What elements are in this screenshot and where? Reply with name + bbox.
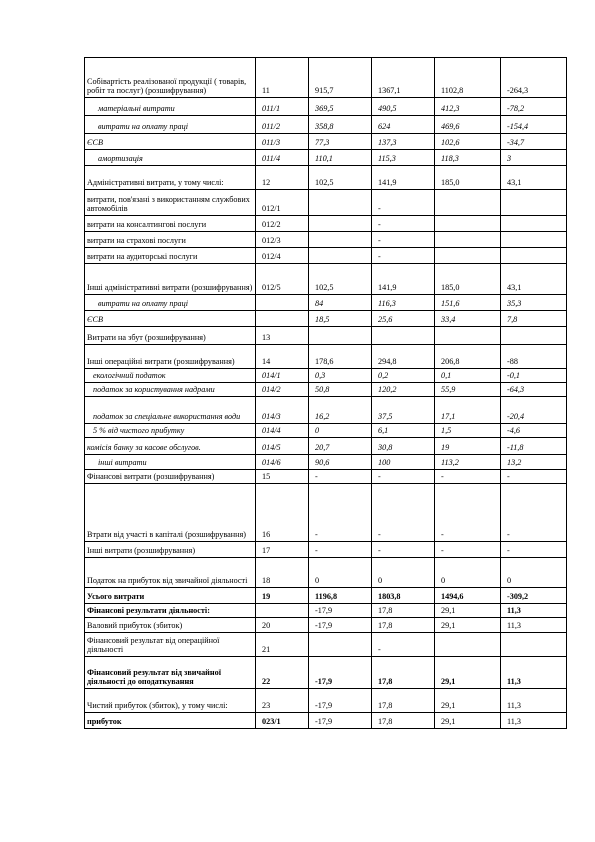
value-cell: 490,5 (372, 98, 435, 116)
financial-table-body (85, 58, 567, 729)
row-label: Інші адміністративні витрати (розшифрування) (85, 264, 256, 295)
value-cell: - (435, 470, 501, 484)
row-label: ЄСВ (85, 134, 256, 150)
table-row (85, 713, 567, 729)
value-cell: 11,3 (501, 713, 567, 729)
value-cell: 1803,8 (372, 588, 435, 604)
value-cell: - (372, 248, 435, 264)
table-row (85, 216, 567, 232)
row-label: прибуток (85, 713, 256, 729)
value-cell: 17,8 (372, 713, 435, 729)
value-cell: 43,1 (501, 166, 567, 190)
value-cell: 33,4 (435, 311, 501, 327)
table-row (85, 618, 567, 633)
value-cell (435, 633, 501, 657)
row-code: 011/2 (256, 116, 309, 134)
value-cell: 412,3 (435, 98, 501, 116)
value-cell (435, 248, 501, 264)
table-row (85, 455, 567, 470)
value-cell: 116,3 (372, 295, 435, 311)
value-cell: 17,8 (372, 618, 435, 633)
value-cell: -88 (501, 345, 567, 369)
value-cell: -17,9 (309, 657, 372, 689)
row-code: 012/5 (256, 264, 309, 295)
value-cell: 206,8 (435, 345, 501, 369)
table-row (85, 369, 567, 383)
value-cell: -17,9 (309, 713, 372, 729)
row-code: 19 (256, 588, 309, 604)
table-row (85, 190, 567, 216)
table-row (85, 588, 567, 604)
value-cell: 915,7 (309, 58, 372, 98)
row-code: 012/3 (256, 232, 309, 248)
row-label: витрати на страхові послуги (85, 232, 256, 248)
value-cell: -309,2 (501, 588, 567, 604)
value-cell: - (372, 216, 435, 232)
row-label: екологічний податок (85, 369, 256, 383)
value-cell: - (372, 633, 435, 657)
value-cell (435, 327, 501, 345)
table-row (85, 166, 567, 190)
value-cell (372, 327, 435, 345)
value-cell: 0,1 (435, 369, 501, 383)
row-label: Валовий прибуток (збиток) (85, 618, 256, 633)
row-label: витрати на консалтингові послуги (85, 216, 256, 232)
table-row (85, 657, 567, 689)
value-cell: -20,4 (501, 397, 567, 424)
row-code: 014/6 (256, 455, 309, 470)
value-cell: 0,3 (309, 369, 372, 383)
row-code (256, 311, 309, 327)
row-code: 012/4 (256, 248, 309, 264)
row-code: 011/3 (256, 134, 309, 150)
row-label: Усього витрати (85, 588, 256, 604)
value-cell: -34,7 (501, 134, 567, 150)
value-cell: 120,2 (372, 383, 435, 397)
value-cell: 0 (372, 558, 435, 588)
value-cell: 30,8 (372, 438, 435, 455)
value-cell (435, 232, 501, 248)
value-cell: - (372, 470, 435, 484)
row-code: 011/4 (256, 150, 309, 166)
row-label: податок за спеціальне використання води (85, 397, 256, 424)
table-row (85, 604, 567, 618)
value-cell: - (372, 484, 435, 542)
table-row (85, 98, 567, 116)
value-cell: 358,8 (309, 116, 372, 134)
row-code: 15 (256, 470, 309, 484)
value-cell: - (309, 542, 372, 558)
value-cell (501, 190, 567, 216)
row-label: інші витрати (85, 455, 256, 470)
value-cell: 6,1 (372, 424, 435, 438)
value-cell: -4,6 (501, 424, 567, 438)
value-cell: 3 (501, 150, 567, 166)
value-cell: 137,3 (372, 134, 435, 150)
value-cell: 16,2 (309, 397, 372, 424)
financial-table (84, 57, 567, 729)
table-row (85, 633, 567, 657)
value-cell: 1494,6 (435, 588, 501, 604)
table-row (85, 264, 567, 295)
value-cell: 118,3 (435, 150, 501, 166)
row-label: Втрати від участі в капіталі (розшифрування) (85, 484, 256, 542)
row-code: 23 (256, 689, 309, 713)
value-cell (501, 633, 567, 657)
value-cell (435, 216, 501, 232)
value-cell: - (435, 542, 501, 558)
row-label: Податок на прибуток від звичайної діяльності (85, 558, 256, 588)
table-row (85, 327, 567, 345)
value-cell: 13,2 (501, 455, 567, 470)
value-cell: 369,5 (309, 98, 372, 116)
value-cell: 17,8 (372, 689, 435, 713)
table-row (85, 116, 567, 134)
value-cell: - (372, 542, 435, 558)
value-cell: 17,8 (372, 604, 435, 618)
row-label: Собівартість реалізованої продукції ( товарів, робіт та послуг) (розшифрування) (85, 58, 256, 98)
row-label: Витрати на збут (розшифрування) (85, 327, 256, 345)
row-label: витрати на оплату праці (85, 295, 256, 311)
row-code: 014/4 (256, 424, 309, 438)
value-cell: - (501, 484, 567, 542)
value-cell: 11,3 (501, 604, 567, 618)
table-row (85, 345, 567, 369)
row-code: 16 (256, 484, 309, 542)
value-cell: 37,5 (372, 397, 435, 424)
value-cell (309, 216, 372, 232)
value-cell: - (501, 542, 567, 558)
value-cell: 29,1 (435, 618, 501, 633)
row-code: 014/1 (256, 369, 309, 383)
value-cell: 84 (309, 295, 372, 311)
table-row (85, 484, 567, 542)
table-row (85, 150, 567, 166)
row-code: 14 (256, 345, 309, 369)
table-row (85, 558, 567, 588)
value-cell: 29,1 (435, 657, 501, 689)
value-cell: 1,5 (435, 424, 501, 438)
row-code: 11 (256, 58, 309, 98)
value-cell: - (372, 232, 435, 248)
table-row (85, 424, 567, 438)
value-cell: -17,9 (309, 618, 372, 633)
row-code: 13 (256, 327, 309, 345)
value-cell: 1367,1 (372, 58, 435, 98)
row-label: Фінансовий результат від операційної діяльності (85, 633, 256, 657)
row-code: 014/5 (256, 438, 309, 455)
row-code: 014/3 (256, 397, 309, 424)
value-cell: - (435, 484, 501, 542)
value-cell (501, 216, 567, 232)
value-cell: -17,9 (309, 689, 372, 713)
row-label: Фінансові результати діяльності: (85, 604, 256, 618)
value-cell (309, 248, 372, 264)
row-code: 012/1 (256, 190, 309, 216)
table-row (85, 397, 567, 424)
value-cell: 113,2 (435, 455, 501, 470)
value-cell (501, 248, 567, 264)
table-row (85, 470, 567, 484)
value-cell: 110,1 (309, 150, 372, 166)
value-cell: 20,7 (309, 438, 372, 455)
row-code: 011/1 (256, 98, 309, 116)
row-label: матеріальні витрати (85, 98, 256, 116)
value-cell: 18,5 (309, 311, 372, 327)
table-row (85, 134, 567, 150)
value-cell: 102,5 (309, 264, 372, 295)
row-label: амортизація (85, 150, 256, 166)
value-cell: 624 (372, 116, 435, 134)
row-label: податок за користування надрами (85, 383, 256, 397)
value-cell: 294,8 (372, 345, 435, 369)
value-cell: 50,8 (309, 383, 372, 397)
row-code: 014/2 (256, 383, 309, 397)
row-label: витрати на аудиторські послуги (85, 248, 256, 264)
value-cell: 0 (435, 558, 501, 588)
value-cell: 55,9 (435, 383, 501, 397)
value-cell: 0 (309, 424, 372, 438)
row-label: ЄСВ (85, 311, 256, 327)
row-code: 20 (256, 618, 309, 633)
row-label: витрати на оплату праці (85, 116, 256, 134)
value-cell: -64,3 (501, 383, 567, 397)
value-cell: 185,0 (435, 264, 501, 295)
value-cell: 25,6 (372, 311, 435, 327)
row-label: 5 % від чистого прибутку (85, 424, 256, 438)
value-cell: -78,2 (501, 98, 567, 116)
value-cell: -17,9 (309, 604, 372, 618)
value-cell: 185,0 (435, 166, 501, 190)
value-cell (501, 232, 567, 248)
value-cell: -264,3 (501, 58, 567, 98)
row-label: Фінансові витрати (розшифрування) (85, 470, 256, 484)
value-cell: 0 (501, 558, 567, 588)
value-cell: 141,9 (372, 264, 435, 295)
row-code: 17 (256, 542, 309, 558)
value-cell: 141,9 (372, 166, 435, 190)
value-cell: 11,3 (501, 689, 567, 713)
value-cell: 115,3 (372, 150, 435, 166)
value-cell: - (501, 470, 567, 484)
row-label: Чистий прибуток (збиток), у тому числі: (85, 689, 256, 713)
value-cell (309, 327, 372, 345)
value-cell: - (309, 484, 372, 542)
value-cell: 102,5 (309, 166, 372, 190)
value-cell (501, 327, 567, 345)
value-cell: 77,3 (309, 134, 372, 150)
row-code: 18 (256, 558, 309, 588)
value-cell: - (309, 470, 372, 484)
value-cell: 469,6 (435, 116, 501, 134)
value-cell: 0 (309, 558, 372, 588)
row-label: комісія банку за касове обслугов. (85, 438, 256, 455)
value-cell: 0,2 (372, 369, 435, 383)
table-row (85, 311, 567, 327)
row-code: 023/1 (256, 713, 309, 729)
row-label: Інші операційні витрати (розшифрування) (85, 345, 256, 369)
value-cell: 102,6 (435, 134, 501, 150)
value-cell: -0,1 (501, 369, 567, 383)
value-cell: 29,1 (435, 713, 501, 729)
row-code (256, 295, 309, 311)
table-row (85, 295, 567, 311)
row-code: 12 (256, 166, 309, 190)
value-cell (435, 190, 501, 216)
value-cell: 100 (372, 455, 435, 470)
value-cell: 19 (435, 438, 501, 455)
value-cell: - (372, 190, 435, 216)
row-label: Фінансовий результат від звичайної діяльності до оподаткування (85, 657, 256, 689)
table-row (85, 438, 567, 455)
table-row (85, 542, 567, 558)
value-cell (309, 232, 372, 248)
value-cell: 29,1 (435, 604, 501, 618)
table-row (85, 248, 567, 264)
row-label: Адміністративні витрати, у тому числі: (85, 166, 256, 190)
value-cell: 1196,8 (309, 588, 372, 604)
value-cell: -154,4 (501, 116, 567, 134)
value-cell: 178,6 (309, 345, 372, 369)
row-code: 21 (256, 633, 309, 657)
value-cell: 151,6 (435, 295, 501, 311)
table-row (85, 58, 567, 98)
table-row (85, 689, 567, 713)
value-cell: 11,3 (501, 657, 567, 689)
value-cell: 7,8 (501, 311, 567, 327)
row-code: 22 (256, 657, 309, 689)
table-row (85, 232, 567, 248)
value-cell: 11,3 (501, 618, 567, 633)
value-cell: 17,8 (372, 657, 435, 689)
row-label: Інші витрати (розшифрування) (85, 542, 256, 558)
value-cell: 29,1 (435, 689, 501, 713)
value-cell: 1102,8 (435, 58, 501, 98)
row-code: 012/2 (256, 216, 309, 232)
value-cell: 17,1 (435, 397, 501, 424)
value-cell (309, 190, 372, 216)
value-cell: 35,3 (501, 295, 567, 311)
value-cell: 90,6 (309, 455, 372, 470)
table-row (85, 383, 567, 397)
value-cell: 43,1 (501, 264, 567, 295)
row-label: витрати, пов'язані з використанням службових автомобілів (85, 190, 256, 216)
value-cell (309, 633, 372, 657)
value-cell: -11,8 (501, 438, 567, 455)
row-code (256, 604, 309, 618)
